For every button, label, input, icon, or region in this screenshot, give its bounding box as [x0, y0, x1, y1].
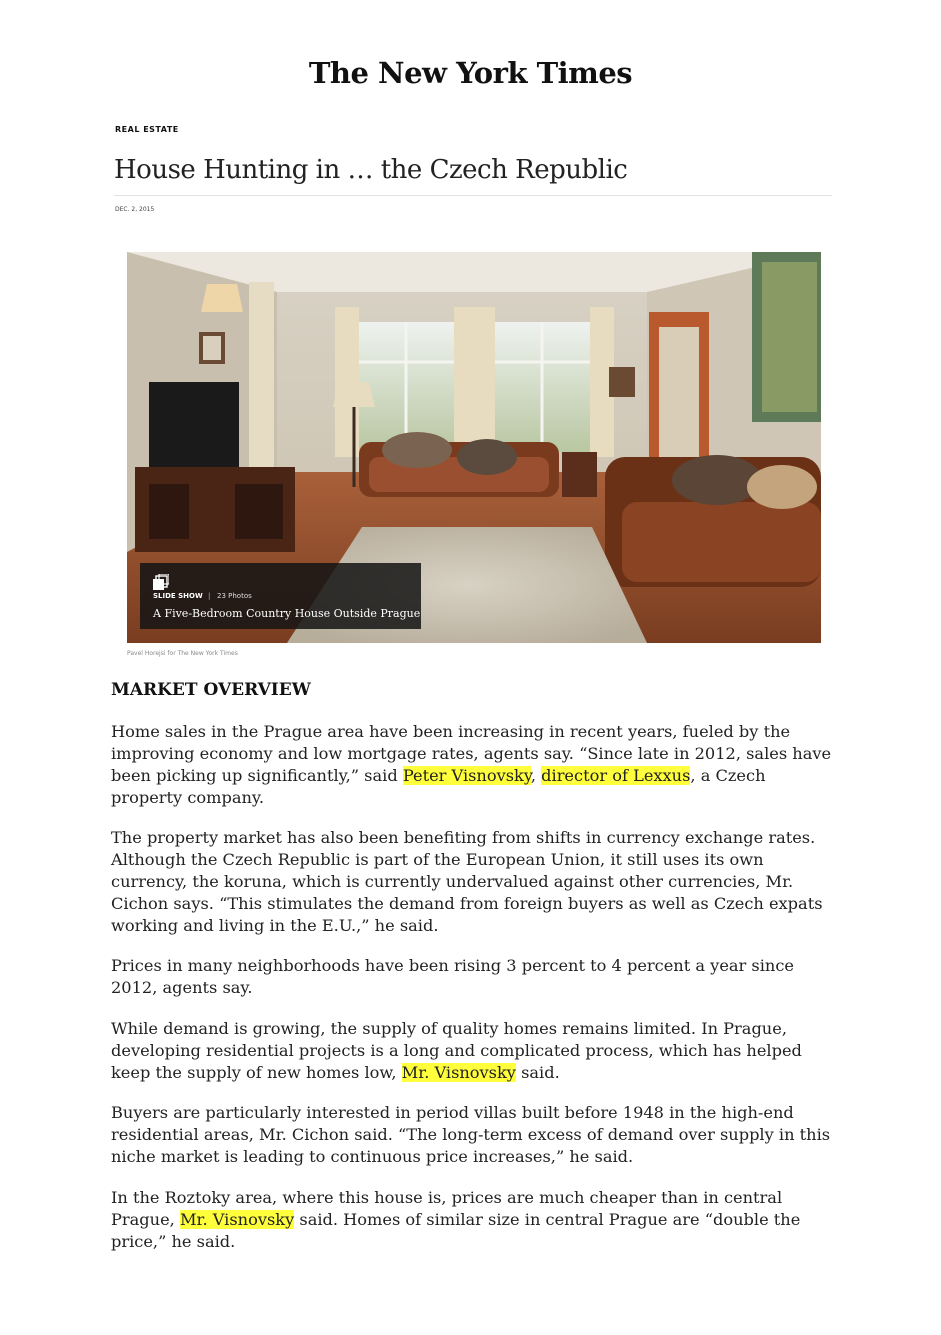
slideshow-overlay[interactable]: [140, 563, 421, 629]
highlight-peter-visnovsky: Peter Visnovsky: [402, 766, 531, 785]
slideshow-photo-count: 23 Photos: [217, 592, 252, 600]
paragraph-6-text-a: In the Roztoky area, where this house is, prices are much cheaper than in central Prague,: [111, 1188, 783, 1229]
paragraph-2: The property market has also been benefiting from shifts in currency exchange rates. Although the Czech Republic is part of the European Union, it still uses its own currency, the koruna, which is currently undervalued against other currencies, Mr. Cichon says. “This stimulates the demand from foreign buyers as well as Czech expats working and living in the E.U.,” he said.: [111, 828, 823, 935]
slideshow-caption: A Five-Bedroom Country House Outside Prague: [153, 607, 421, 620]
section-heading: MARKET OVERVIEW: [111, 680, 311, 700]
paragraph-1: [111, 721, 841, 809]
slideshow-label: SLIDE SHOW: [153, 592, 203, 600]
masthead-logo[interactable]: The New York Times: [308, 56, 633, 90]
article-headline: House Hunting in … the Czech Republic: [114, 155, 628, 185]
paragraph-1-text-a: Home sales in the Prague area have been increasing in recent years, fueled by the improving economy and low mortgage rates, agents say. “Since late in 2012, sales have been picking up significantly,” said: [111, 722, 832, 785]
slideshow-icon: [153, 574, 169, 590]
paragraph-3: Prices in many neighborhoods have been rising 3 percent to 4 percent a year since 2012, agents say.: [111, 956, 794, 997]
paragraph-1-text-c: , a Czech property company.: [111, 766, 766, 807]
paragraph-6: [111, 1187, 841, 1253]
article-date: DEC. 2, 2015: [115, 206, 155, 213]
paragraph-4-text-a: While demand is growing, the supply of quality homes remains limited. In Prague, developing residential projects is a long and complicated process, which has helped keep the supply of new homes low,: [111, 1019, 802, 1082]
highlight-mr-visnovsky: Mr. Visnovsky: [401, 1063, 516, 1082]
headline-divider: [114, 195, 832, 196]
photo-credit: Pavel Horejsi for The New York Times: [127, 650, 238, 657]
paragraph-4-text-b: said.: [515, 1063, 560, 1082]
paragraph-5: Buyers are particularly interested in period villas built before 1948 in the high-end residential areas, Mr. Cichon said. “The long-term excess of demand over supply in this niche market is leading to continuous price increases,” he said.: [111, 1103, 831, 1166]
paragraph-4: [111, 1018, 841, 1084]
paragraph-6-text-b: said. Homes of similar size in central Prague are “double the price,” he said.: [111, 1210, 801, 1251]
section-kicker[interactable]: REAL ESTATE: [115, 125, 179, 134]
highlight-mr-visnovsky-2: Mr. Visnovsky: [179, 1210, 295, 1229]
paragraph-1-text-b: ,: [530, 766, 542, 785]
slideshow-separator: |: [208, 592, 211, 600]
highlight-director-of-lexxus: director of Lexxus: [541, 766, 691, 785]
